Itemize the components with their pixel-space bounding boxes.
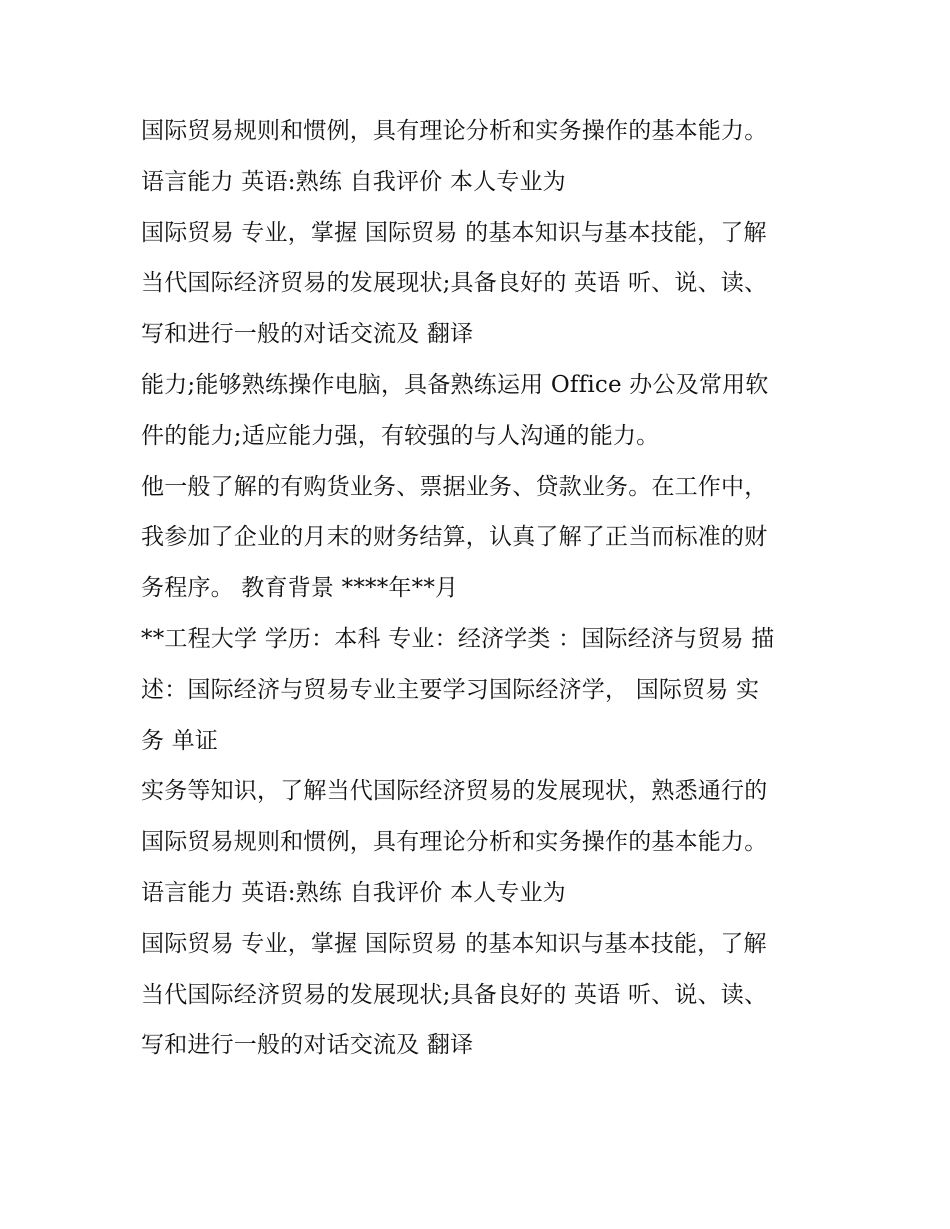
text-line: 语言能力 英语:熟练 自我评价 本人专业为: [141, 879, 566, 906]
text-line: 我参加了企业的月末的财务结算，认真了解了正当而标准的财: [141, 524, 768, 551]
text-line: 语言能力 英语:熟练 自我评价 本人专业为: [141, 168, 566, 195]
text-line: 国际贸易 专业，掌握 国际贸易 的基本知识与基本技能，了解: [141, 930, 767, 957]
text-line: 务 单证: [141, 727, 219, 754]
text-line: **工程大学 学历：本科 专业：经济学类 ：国际经济与贸易 描: [141, 625, 775, 652]
text-line: 他一般了解的有购货业务、票据业务、贷款业务。在工作中，: [141, 473, 768, 500]
text-line: 写和进行一般的对话交流及 翻译: [141, 1032, 474, 1059]
text-line: 当代国际经济贸易的发展现状;具备良好的 英语 听、说、读、: [141, 981, 768, 1008]
text-line: 述：国际经济与贸易专业主要学习国际经济学， 国际贸易 实: [141, 676, 760, 703]
text-line: 国际贸易规则和惯例，具有理论分析和实务操作的基本能力。: [141, 829, 768, 856]
text-line: 写和进行一般的对话交流及 翻译: [141, 321, 474, 348]
text-line: 件的能力;适应能力强，有较强的与人沟通的能力。: [141, 422, 660, 449]
text-line: 国际贸易规则和惯例，具有理论分析和实务操作的基本能力。: [141, 118, 768, 144]
text-line: 实务等知识，了解当代国际经济贸易的发展现状，熟悉通行的: [141, 778, 768, 805]
document-body: [141, 106, 841, 1071]
text-line: 当代国际经济贸易的发展现状;具备良好的 英语 听、说、读、: [141, 270, 768, 297]
text-line: 能力;能够熟练操作电脑，具备熟练运用 Office 办公及常用软: [141, 371, 769, 398]
text-line: 国际贸易 专业，掌握 国际贸易 的基本知识与基本技能，了解: [141, 219, 767, 246]
text-line: 务程序。 教育背景 ****年**月: [141, 575, 459, 602]
